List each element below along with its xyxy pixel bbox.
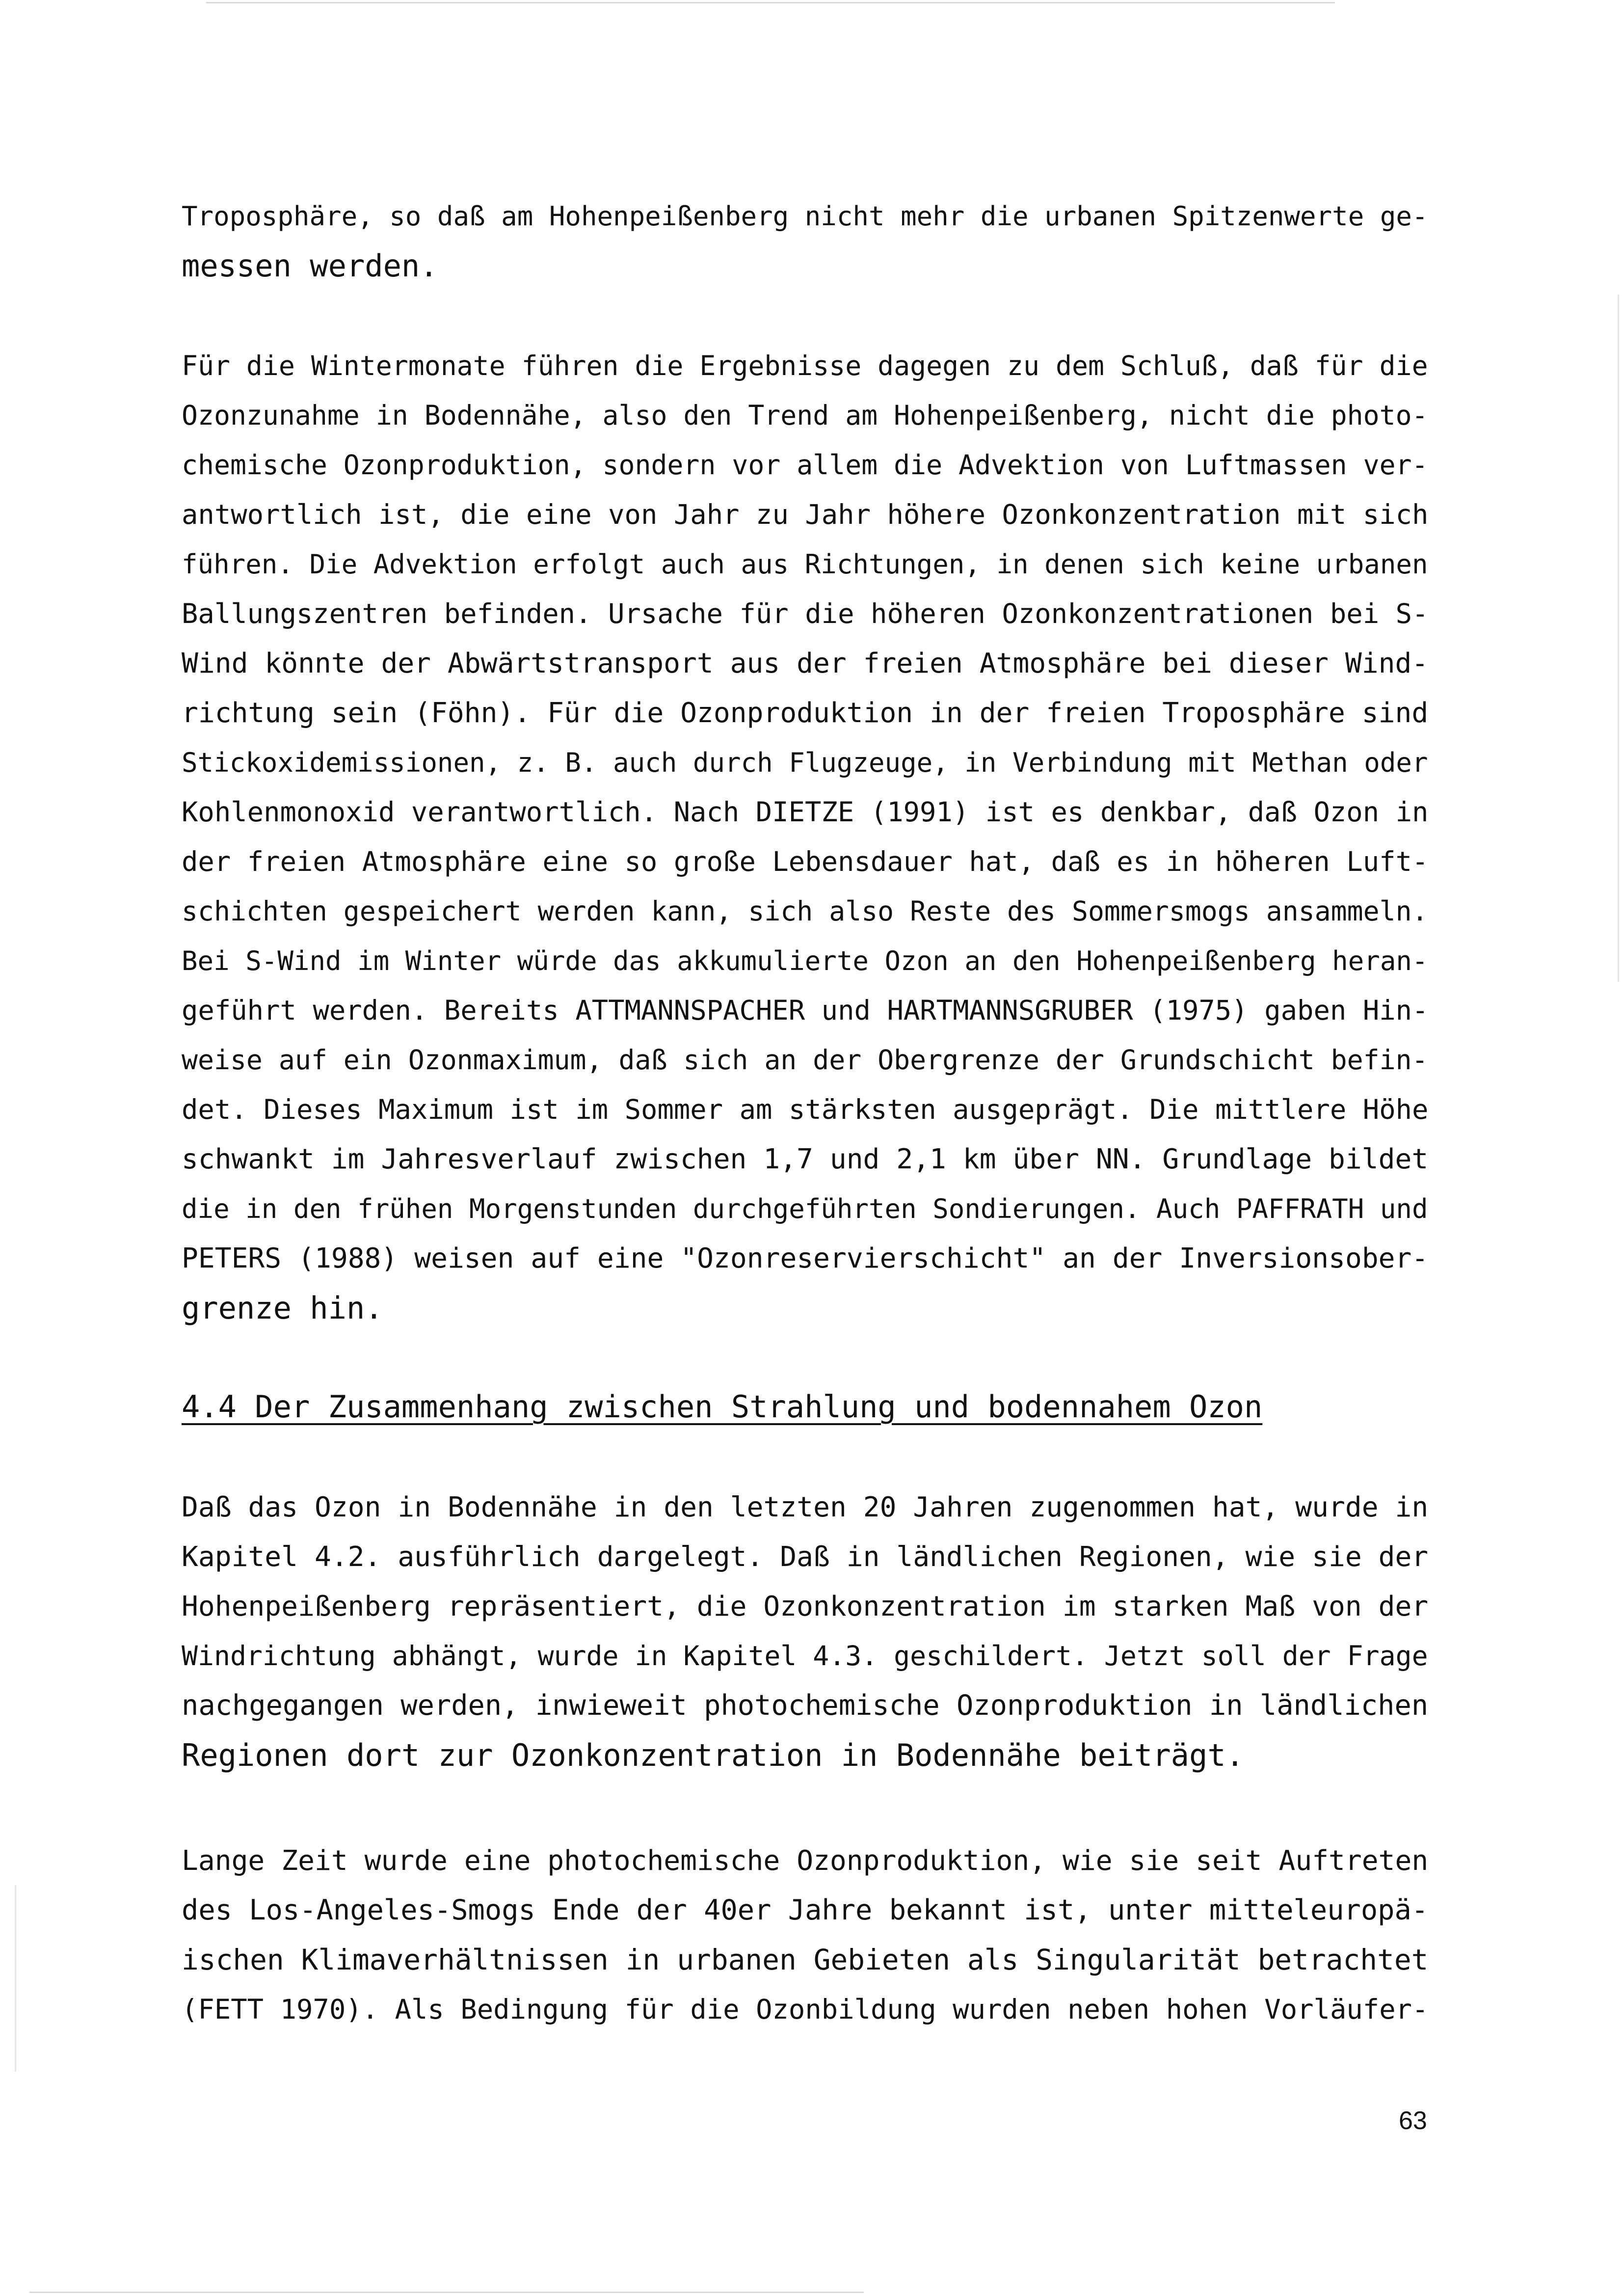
section-paragraph-1 — [182, 1483, 1428, 1780]
text-line: Bei S-Wind im Winter würde das akkumulierte Ozon an den Hohenpeißenberg heran- — [182, 945, 1428, 976]
section-paragraph-2 — [182, 1836, 1428, 2034]
text-line: weise auf ein Ozonmaximum, daß sich an der Obergrenze der Grundschicht befin- — [182, 1044, 1428, 1076]
text-line: des Los-Angeles-Smogs Ende der 40er Jahre bekannt ist, unter mitteleuropä- — [182, 1894, 1428, 1926]
text-line: (FETT 1970). Als Bedingung für die Ozonbildung wurden neben hohen Vorläufer- — [182, 1994, 1428, 2026]
text-line: führen. Die Advektion erfolgt auch aus Richtungen, in denen sich keine urbanen — [182, 549, 1428, 580]
text-line: messen werden. — [182, 248, 438, 284]
text-line: PETERS (1988) weisen auf eine "Ozonreservierschicht" an der Inversionsober- — [182, 1243, 1428, 1274]
text-line: Hohenpeißenberg repräsentiert, die Ozonkonzentration im starken Maß von der — [182, 1591, 1428, 1622]
text-line: Kapitel 4.2. ausführlich dargelegt. Daß in ländlichen Regionen, wie sie der — [182, 1541, 1428, 1573]
text-line: Ballungszentren befinden. Ursache für die höheren Ozonkonzentrationen bei S- — [182, 598, 1428, 630]
text-line: richtung sein (Föhn). Für die Ozonproduktion in der freien Troposphäre sind — [182, 697, 1428, 729]
paragraph-1 — [182, 191, 1428, 291]
text-line: der freien Atmosphäre eine so große Lebensdauer hat, daß es in höheren Luft- — [182, 846, 1428, 878]
text-line: Windrichtung abhängt, wurde in Kapitel 4.3. geschildert. Jetzt soll der Frage — [182, 1640, 1428, 1672]
text-line: schichten gespeichert werden kann, sich also Reste des Sommersmogs ansammeln. — [182, 895, 1428, 927]
text-line: geführt werden. Bereits ATTMANNSPACHER und HARTMANNSGRUBER (1975) gaben Hin- — [182, 995, 1428, 1026]
text-line: nachgegangen werden, inwieweit photochemische Ozonproduktion in ländlichen — [182, 1689, 1428, 1722]
text-line: grenze hin. — [182, 1290, 383, 1326]
text-line: Kohlenmonoxid verantwortlich. Nach DIETZE (1991) ist es denkbar, daß Ozon in — [182, 796, 1428, 828]
text-line: Daß das Ozon in Bodennähe in den letzten 20 Jahren zugenommen hat, wurde in — [182, 1491, 1428, 1523]
scan-edge-mark-top — [206, 2, 1335, 3]
paragraph-2 — [182, 341, 1428, 1333]
text-line: Regionen dort zur Ozonkonzentration in Bodennähe beiträgt. — [182, 1737, 1244, 1773]
text-line: Für die Wintermonate führen die Ergebnisse dagegen zu dem Schluß, daß für die — [182, 350, 1428, 381]
scan-edge-mark-left — [15, 1885, 16, 2072]
text-line: Troposphäre, so daß am Hohenpeißenberg nicht mehr die urbanen Spitzenwerte ge- — [182, 201, 1428, 232]
text-line: Wind könnte der Abwärtstransport aus der freien Atmosphäre bei dieser Wind- — [182, 648, 1428, 679]
text-line: Stickoxidemissionen, z. B. auch durch Flugzeuge, in Verbindung mit Methan oder — [182, 747, 1428, 778]
text-line: det. Dieses Maximum ist im Sommer am stärksten ausgeprägt. Die mittlere Höhe — [182, 1094, 1428, 1126]
text-line: ischen Klimaverhältnissen in urbanen Gebieten als Singularität betrachtet — [182, 1943, 1428, 1976]
scan-edge-mark-bottom — [29, 2292, 864, 2293]
text-line: schwankt im Jahresverlauf zwischen 1,7 und 2,1 km über NN. Grundlage bildet — [182, 1143, 1428, 1175]
text-line: Lange Zeit wurde eine photochemische Ozonproduktion, wie sie seit Auftreten — [182, 1845, 1428, 1877]
text-line: antwortlich ist, die eine von Jahr zu Jahr höhere Ozonkonzentration mit sich — [182, 499, 1428, 531]
text-line: die in den frühen Morgenstunden durchgeführten Sondierungen. Auch PAFFRATH und — [182, 1193, 1428, 1224]
page-number: 63 — [1399, 2107, 1427, 2135]
text-line: chemische Ozonproduktion, sondern vor allem die Advektion von Luftmassen ver- — [182, 449, 1428, 481]
section-heading: 4.4 Der Zusammenhang zwischen Strahlung und bodennahem Ozon — [182, 1389, 1263, 1425]
text-line: Ozonzunahme in Bodennähe, also den Trend am Hohenpeißenberg, nicht die photo- — [182, 400, 1428, 431]
scan-edge-mark-right — [1618, 295, 1619, 982]
